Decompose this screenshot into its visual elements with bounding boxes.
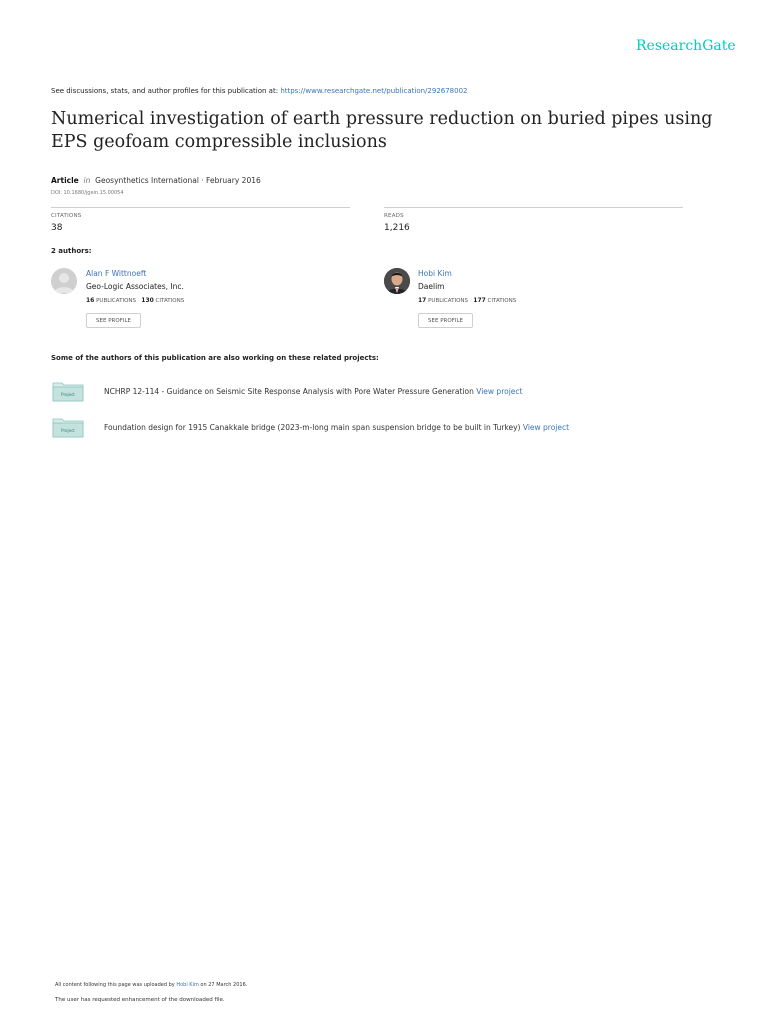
upload-suffix: on 27 March 2016. (198, 982, 248, 988)
publication-count: 17 (418, 297, 427, 304)
author-affiliation: Daelim (418, 282, 445, 291)
avatar[interactable] (384, 268, 410, 294)
publication-title: Numerical investigation of earth pressure reduction on buried pipes using EPS geofoam compressible inclusions (51, 109, 713, 152)
related-projects-heading: Some of the authors of this publication are also working on these related projects: (51, 354, 379, 362)
publication-type: Article (51, 176, 79, 185)
journal-date: Geosynthetics International · February 2016 (95, 176, 261, 185)
upload-notice (55, 982, 247, 988)
default-user-icon (51, 268, 77, 294)
citation-count: 177 (473, 297, 486, 304)
divider-reads (384, 207, 683, 208)
author-stats (418, 297, 516, 304)
publications-label: PUBLICATIONS (428, 298, 469, 304)
citations-label: CITATIONS (155, 298, 185, 304)
in-label: in (83, 176, 91, 185)
doi: DOI: 10.1680/jgein.15.00054 (51, 190, 124, 196)
discussion-text: See discussions, stats, and author profiles for this publication at: (51, 87, 281, 95)
project-icon-label: Project (61, 392, 75, 397)
project-icon-label: Project (61, 428, 75, 433)
project-item (104, 387, 522, 396)
author-stats (86, 297, 184, 304)
researchgate-logo[interactable]: ResearchGate (636, 38, 736, 54)
reads-value: 1,216 (384, 223, 410, 233)
project-folder-icon (52, 380, 84, 402)
discussion-notice (51, 87, 468, 95)
divider-citations (51, 207, 350, 208)
author-name-link[interactable]: Alan F Wittnoeft (86, 269, 147, 278)
publication-url-link[interactable]: https://www.researchgate.net/publication/292678002 (280, 87, 468, 95)
view-project-link[interactable]: View project (476, 387, 523, 396)
project-title: NCHRP 12-114 - Guidance on Seismic Site Response Analysis with Pore Water Pressure Generation (104, 387, 474, 396)
view-project-link[interactable]: View project (522, 423, 570, 432)
avatar[interactable] (51, 268, 77, 294)
citation-count: 130 (141, 297, 154, 304)
author-name-link[interactable]: Hobi Kim (418, 269, 452, 278)
citations-value: 38 (51, 223, 63, 233)
project-item (104, 423, 569, 432)
upload-prefix: All content following this page was uploaded by (55, 982, 177, 988)
enhancement-notice: The user has requested enhancement of the downloaded file. (55, 997, 225, 1003)
citations-label: CITATIONS (51, 213, 82, 219)
author-photo-icon (384, 268, 410, 294)
publication-meta (51, 176, 261, 185)
project-title: Foundation design for 1915 Canakkale bridge (2023-m-long main span suspension bridge to be built in Turkey) (104, 423, 521, 432)
reads-label: READS (384, 213, 404, 219)
see-profile-button[interactable]: SEE PROFILE (418, 313, 473, 328)
project-folder-icon (52, 416, 84, 438)
authors-heading: 2 authors: (51, 247, 92, 255)
author-affiliation: Geo-Logic Associates, Inc. (86, 282, 184, 291)
citations-label: CITATIONS (487, 298, 517, 304)
see-profile-button[interactable]: SEE PROFILE (86, 313, 141, 328)
publication-count: 16 (86, 297, 95, 304)
publications-label: PUBLICATIONS (96, 298, 137, 304)
uploader-link[interactable]: Hobi Kim (176, 982, 199, 988)
